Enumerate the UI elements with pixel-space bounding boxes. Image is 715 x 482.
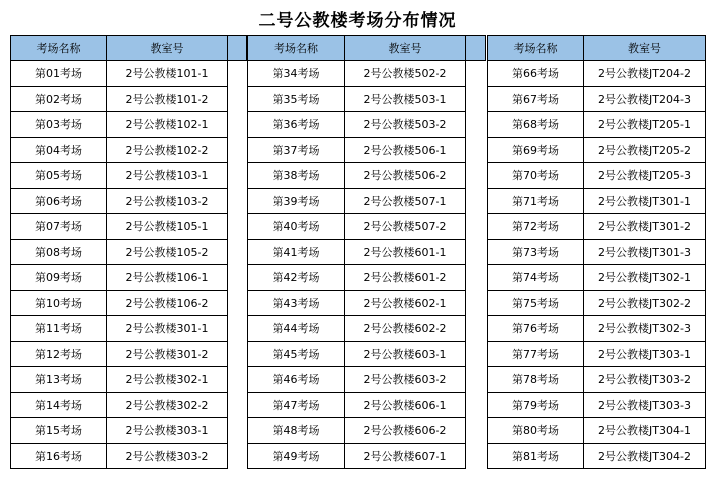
classroom-cell: 2号公教楼JT301-3 xyxy=(584,239,706,265)
room-name-cell: 第02考场 xyxy=(11,86,107,112)
table-row xyxy=(488,137,706,163)
spacer-cell xyxy=(466,392,486,418)
table-row xyxy=(248,86,486,112)
room-name-cell: 第71考场 xyxy=(488,188,584,214)
classroom-cell: 2号公教楼303-2 xyxy=(107,443,228,469)
classroom-cell: 2号公教楼102-2 xyxy=(107,137,228,163)
room-name-cell: 第70考场 xyxy=(488,163,584,189)
room-name-cell: 第03考场 xyxy=(11,112,107,138)
room-name-cell: 第08考场 xyxy=(11,239,107,265)
table-header-row xyxy=(488,36,706,61)
room-name-cell: 第44考场 xyxy=(248,316,345,342)
spacer-cell xyxy=(466,86,486,112)
room-name-cell: 第76考场 xyxy=(488,316,584,342)
classroom-cell: 2号公教楼602-1 xyxy=(345,290,466,316)
room-name-cell: 第05考场 xyxy=(11,163,107,189)
table-row xyxy=(248,443,486,469)
table-row xyxy=(11,239,247,265)
table-row xyxy=(248,392,486,418)
room-name-cell: 第77考场 xyxy=(488,341,584,367)
spacer-cell xyxy=(466,265,486,291)
classroom-cell: 2号公教楼JT303-3 xyxy=(584,392,706,418)
table-row xyxy=(11,214,247,240)
room-name-cell: 第07考场 xyxy=(11,214,107,240)
classroom-cell: 2号公教楼JT205-2 xyxy=(584,137,706,163)
room-name-cell: 第36考场 xyxy=(248,112,345,138)
header-spacer xyxy=(466,36,486,61)
spacer-cell xyxy=(228,316,247,342)
room-name-cell: 第40考场 xyxy=(248,214,345,240)
table-row xyxy=(11,163,247,189)
table-row xyxy=(488,112,706,138)
table-row xyxy=(248,418,486,444)
classroom-cell: 2号公教楼101-2 xyxy=(107,86,228,112)
classroom-cell: 2号公教楼JT303-1 xyxy=(584,341,706,367)
classroom-cell: 2号公教楼JT301-1 xyxy=(584,188,706,214)
room-name-cell: 第42考场 xyxy=(248,265,345,291)
header-room-name: 考场名称 xyxy=(488,36,584,61)
page-title: 二号公教楼考场分布情况 xyxy=(258,11,457,31)
classroom-cell: 2号公教楼502-2 xyxy=(345,61,466,87)
spacer-cell xyxy=(228,163,247,189)
room-name-cell: 第66考场 xyxy=(488,61,584,87)
header-classroom: 教室号 xyxy=(107,36,228,61)
classroom-cell: 2号公教楼301-1 xyxy=(107,316,228,342)
classroom-cell: 2号公教楼303-1 xyxy=(107,418,228,444)
table-row xyxy=(248,137,486,163)
classroom-cell: 2号公教楼106-1 xyxy=(107,265,228,291)
spacer-cell xyxy=(228,137,247,163)
room-name-cell: 第47考场 xyxy=(248,392,345,418)
classroom-cell: 2号公教楼302-2 xyxy=(107,392,228,418)
spacer-cell xyxy=(228,265,247,291)
spacer-cell xyxy=(228,392,247,418)
table-header-row xyxy=(248,36,486,61)
room-name-cell: 第69考场 xyxy=(488,137,584,163)
room-name-cell: 第79考场 xyxy=(488,392,584,418)
classroom-cell: 2号公教楼602-2 xyxy=(345,316,466,342)
classroom-cell: 2号公教楼102-1 xyxy=(107,112,228,138)
spacer-cell xyxy=(466,290,486,316)
classroom-cell: 2号公教楼503-2 xyxy=(345,112,466,138)
spacer-cell xyxy=(466,443,486,469)
room-table xyxy=(247,35,486,469)
table-row xyxy=(248,163,486,189)
table-row xyxy=(488,418,706,444)
spacer-cell xyxy=(466,239,486,265)
room-name-cell: 第39考场 xyxy=(248,188,345,214)
table-row xyxy=(248,112,486,138)
table-row xyxy=(11,137,247,163)
table-row xyxy=(248,316,486,342)
classroom-cell: 2号公教楼601-2 xyxy=(345,265,466,291)
classroom-cell: 2号公教楼105-2 xyxy=(107,239,228,265)
table-row xyxy=(488,367,706,393)
room-name-cell: 第11考场 xyxy=(11,316,107,342)
table-row xyxy=(488,163,706,189)
table-row xyxy=(11,188,247,214)
spacer-cell xyxy=(228,367,247,393)
room-name-cell: 第49考场 xyxy=(248,443,345,469)
table-row xyxy=(248,265,486,291)
room-name-cell: 第43考场 xyxy=(248,290,345,316)
table-row xyxy=(248,290,486,316)
classroom-cell: 2号公教楼603-1 xyxy=(345,341,466,367)
spacer-cell xyxy=(228,290,247,316)
room-name-cell: 第75考场 xyxy=(488,290,584,316)
room-name-cell: 第68考场 xyxy=(488,112,584,138)
classroom-cell: 2号公教楼JT304-1 xyxy=(584,418,706,444)
classroom-cell: 2号公教楼JT204-3 xyxy=(584,86,706,112)
table-row xyxy=(488,341,706,367)
spacer-cell xyxy=(228,443,247,469)
room-name-cell: 第45考场 xyxy=(248,341,345,367)
spacer-cell xyxy=(466,341,486,367)
table-row xyxy=(11,61,247,87)
table-row xyxy=(488,214,706,240)
room-table-3 xyxy=(487,35,706,469)
spacer-cell xyxy=(228,61,247,87)
table-row xyxy=(11,392,247,418)
header-room-name: 考场名称 xyxy=(248,36,345,61)
table-row xyxy=(488,188,706,214)
table-row xyxy=(248,367,486,393)
table-row xyxy=(248,188,486,214)
table-row xyxy=(248,214,486,240)
room-name-cell: 第81考场 xyxy=(488,443,584,469)
classroom-cell: 2号公教楼JT301-2 xyxy=(584,214,706,240)
table-header-row xyxy=(11,36,247,61)
header-spacer xyxy=(228,36,247,61)
classroom-cell: 2号公教楼105-1 xyxy=(107,214,228,240)
table-row xyxy=(11,86,247,112)
table-row xyxy=(248,341,486,367)
room-name-cell: 第48考场 xyxy=(248,418,345,444)
table-row xyxy=(11,341,247,367)
classroom-cell: 2号公教楼606-1 xyxy=(345,392,466,418)
table-row xyxy=(11,265,247,291)
spacer-cell xyxy=(228,188,247,214)
spacer-cell xyxy=(466,214,486,240)
classroom-cell: 2号公教楼103-1 xyxy=(107,163,228,189)
room-name-cell: 第78考场 xyxy=(488,367,584,393)
spacer-cell xyxy=(466,316,486,342)
table-row xyxy=(11,316,247,342)
table-row xyxy=(488,316,706,342)
classroom-cell: 2号公教楼JT302-1 xyxy=(584,265,706,291)
classroom-cell: 2号公教楼101-1 xyxy=(107,61,228,87)
table-row xyxy=(488,86,706,112)
spacer-cell xyxy=(466,137,486,163)
room-name-cell: 第10考场 xyxy=(11,290,107,316)
room-name-cell: 第01考场 xyxy=(11,61,107,87)
classroom-cell: 2号公教楼607-1 xyxy=(345,443,466,469)
header-room-name: 考场名称 xyxy=(11,36,107,61)
table-row xyxy=(248,239,486,265)
classroom-cell: 2号公教楼JT204-2 xyxy=(584,61,706,87)
spacer-cell xyxy=(228,239,247,265)
room-name-cell: 第16考场 xyxy=(11,443,107,469)
table-row xyxy=(11,443,247,469)
classroom-cell: 2号公教楼JT303-2 xyxy=(584,367,706,393)
spacer-cell xyxy=(466,163,486,189)
classroom-cell: 2号公教楼601-1 xyxy=(345,239,466,265)
classroom-cell: 2号公教楼JT205-1 xyxy=(584,112,706,138)
classroom-cell: 2号公教楼302-1 xyxy=(107,367,228,393)
header-classroom: 教室号 xyxy=(584,36,706,61)
room-name-cell: 第04考场 xyxy=(11,137,107,163)
classroom-cell: 2号公教楼507-2 xyxy=(345,214,466,240)
classroom-cell: 2号公教楼JT205-3 xyxy=(584,163,706,189)
room-name-cell: 第35考场 xyxy=(248,86,345,112)
room-name-cell: 第12考场 xyxy=(11,341,107,367)
spacer-cell xyxy=(228,214,247,240)
classroom-cell: 2号公教楼106-2 xyxy=(107,290,228,316)
room-name-cell: 第14考场 xyxy=(11,392,107,418)
table-row xyxy=(488,290,706,316)
classroom-cell: 2号公教楼301-2 xyxy=(107,341,228,367)
room-name-cell: 第34考场 xyxy=(248,61,345,87)
classroom-cell: 2号公教楼603-2 xyxy=(345,367,466,393)
header-classroom: 教室号 xyxy=(345,36,466,61)
room-table xyxy=(487,35,706,469)
table-row xyxy=(11,112,247,138)
classroom-cell: 2号公教楼503-1 xyxy=(345,86,466,112)
spacer-cell xyxy=(228,86,247,112)
table-row xyxy=(248,61,486,87)
room-table xyxy=(10,35,247,469)
room-name-cell: 第09考场 xyxy=(11,265,107,291)
table-row xyxy=(11,290,247,316)
table-row xyxy=(11,367,247,393)
room-table-1 xyxy=(10,35,247,469)
classroom-cell: 2号公教楼606-2 xyxy=(345,418,466,444)
spacer-cell xyxy=(466,367,486,393)
spacer-cell xyxy=(466,188,486,214)
spacer-cell xyxy=(466,61,486,87)
room-name-cell: 第41考场 xyxy=(248,239,345,265)
room-name-cell: 第15考场 xyxy=(11,418,107,444)
spacer-cell xyxy=(228,112,247,138)
classroom-cell: 2号公教楼JT302-2 xyxy=(584,290,706,316)
room-name-cell: 第13考场 xyxy=(11,367,107,393)
table-row xyxy=(488,443,706,469)
room-name-cell: 第80考场 xyxy=(488,418,584,444)
spacer-cell xyxy=(466,418,486,444)
room-table-2 xyxy=(247,35,486,469)
table-row xyxy=(488,239,706,265)
room-name-cell: 第46考场 xyxy=(248,367,345,393)
table-row xyxy=(488,265,706,291)
room-name-cell: 第06考场 xyxy=(11,188,107,214)
classroom-cell: 2号公教楼506-2 xyxy=(345,163,466,189)
room-name-cell: 第72考场 xyxy=(488,214,584,240)
room-name-cell: 第73考场 xyxy=(488,239,584,265)
room-name-cell: 第74考场 xyxy=(488,265,584,291)
table-row xyxy=(11,418,247,444)
room-name-cell: 第67考场 xyxy=(488,86,584,112)
spacer-cell xyxy=(466,112,486,138)
room-name-cell: 第37考场 xyxy=(248,137,345,163)
table-row xyxy=(488,392,706,418)
classroom-cell: 2号公教楼JT302-3 xyxy=(584,316,706,342)
classroom-cell: 2号公教楼JT304-2 xyxy=(584,443,706,469)
classroom-cell: 2号公教楼507-1 xyxy=(345,188,466,214)
classroom-cell: 2号公教楼506-1 xyxy=(345,137,466,163)
spacer-cell xyxy=(228,418,247,444)
table-row xyxy=(488,61,706,87)
spacer-cell xyxy=(228,341,247,367)
classroom-cell: 2号公教楼103-2 xyxy=(107,188,228,214)
room-name-cell: 第38考场 xyxy=(248,163,345,189)
